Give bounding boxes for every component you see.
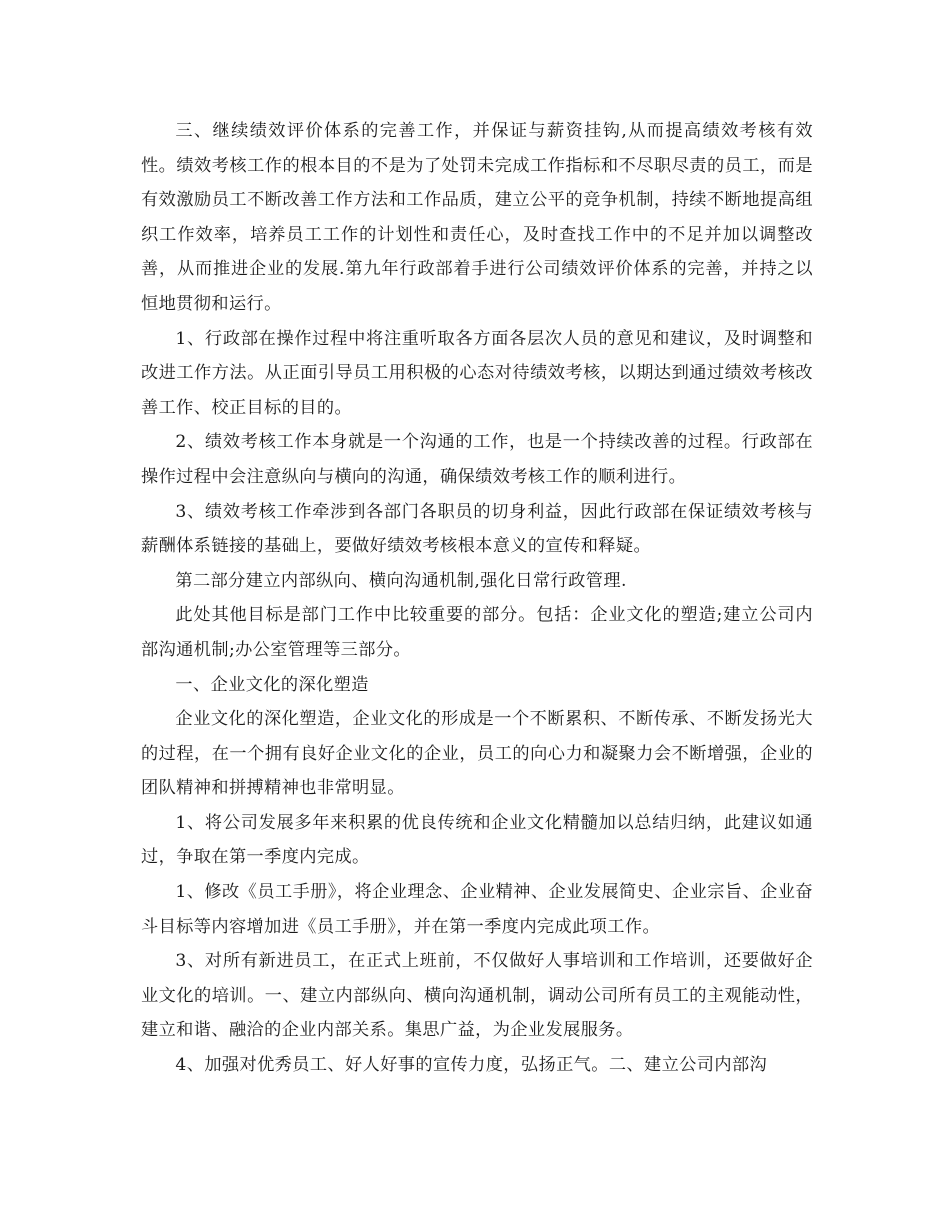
paragraph-culture-item-handbook: 1、修改《员工手册》，将企业理念、企业精神、企业发展简史、企业宗旨、企业奋斗目标等内容增加进《员工手册》，并在第一季度内完成此项工作。 — [141, 882, 813, 937]
paragraph-corporate-culture: 企业文化的深化塑造，企业文化的形成是一个不断累积、不断传承、不断发扬光大的过程，在一个拥有良好企业文化的企业，员工的向心力和凝聚力会不断增强，企业的团队精神和拼搏精神也非常明显。 — [141, 709, 813, 799]
section-heading-part-two: 第二部分建立内部纵向、横向沟通机制,强化日常行政管理. — [175, 570, 627, 591]
section-heading-corporate-culture: 一、企业文化的深化塑造 — [175, 674, 369, 695]
document-body — [141, 114, 813, 1083]
paragraph-performance-evaluation: 三、继续绩效评价体系的完善工作，并保证与薪资挂钩,从而提高绩效考核有效性。绩效考核工作的根本目的不是为了处罚未完成工作指标和不尽职尽责的员工，而是有效激励员工不断改善工作方法和工作品质，建立公平的竞争机制，持续不断地提高组织工作效率，培养员工工作的计划性和责任心，及时查找工作中的不足并加以调整改善，从而推进企业的发展.第九年行政部着手进行公司绩效评价体系的完善，并持之以恒地贯彻和运行。 — [141, 121, 813, 314]
paragraph-item-2-communication: 2、绩效考核工作本身就是一个沟通的工作，也是一个持续改善的过程。行政部在操作过程中会注意纵向与横向的沟通，确保绩效考核工作的顺利进行。 — [141, 432, 813, 487]
paragraph-other-goals: 此处其他目标是部门工作中比较重要的部分。包括：企业文化的塑造;建立公司内部沟通机制;办公室管理等三部分。 — [141, 605, 813, 660]
paragraph-culture-item-3: 3、对所有新进员工，在正式上班前，不仅做好人事培训和工作培训，还要做好企业文化的培训。一、建立内部纵向、横向沟通机制，调动公司所有员工的主观能动性，建立和谐、融洽的企业内部关系。集思广益，为企业发展服务。 — [141, 951, 813, 1041]
paragraph-item-3-compensation: 3、绩效考核工作牵涉到各部门各职员的切身利益，因此行政部在保证绩效考核与薪酬体系链接的基础上，要做好绩效考核根本意义的宣传和释疑。 — [141, 501, 813, 557]
paragraph-item-1-feedback: 1、行政部在操作过程中将注重听取各方面各层次人员的意见和建议，及时调整和改进工作方法。从正面引导员工用积极的心态对待绩效考核，以期达到通过绩效考核改善工作、校正目标的目的。 — [141, 328, 813, 418]
paragraph-culture-item-4: 4、加强对优秀员工、好人好事的宣传力度，弘扬正气。二、建立公司内部沟 — [175, 1055, 768, 1076]
paragraph-culture-item-1: 1、将公司发展多年来积累的优良传统和企业文化精髓加以总结归纳，此建议如通过，争取在第一季度内完成。 — [141, 812, 813, 868]
